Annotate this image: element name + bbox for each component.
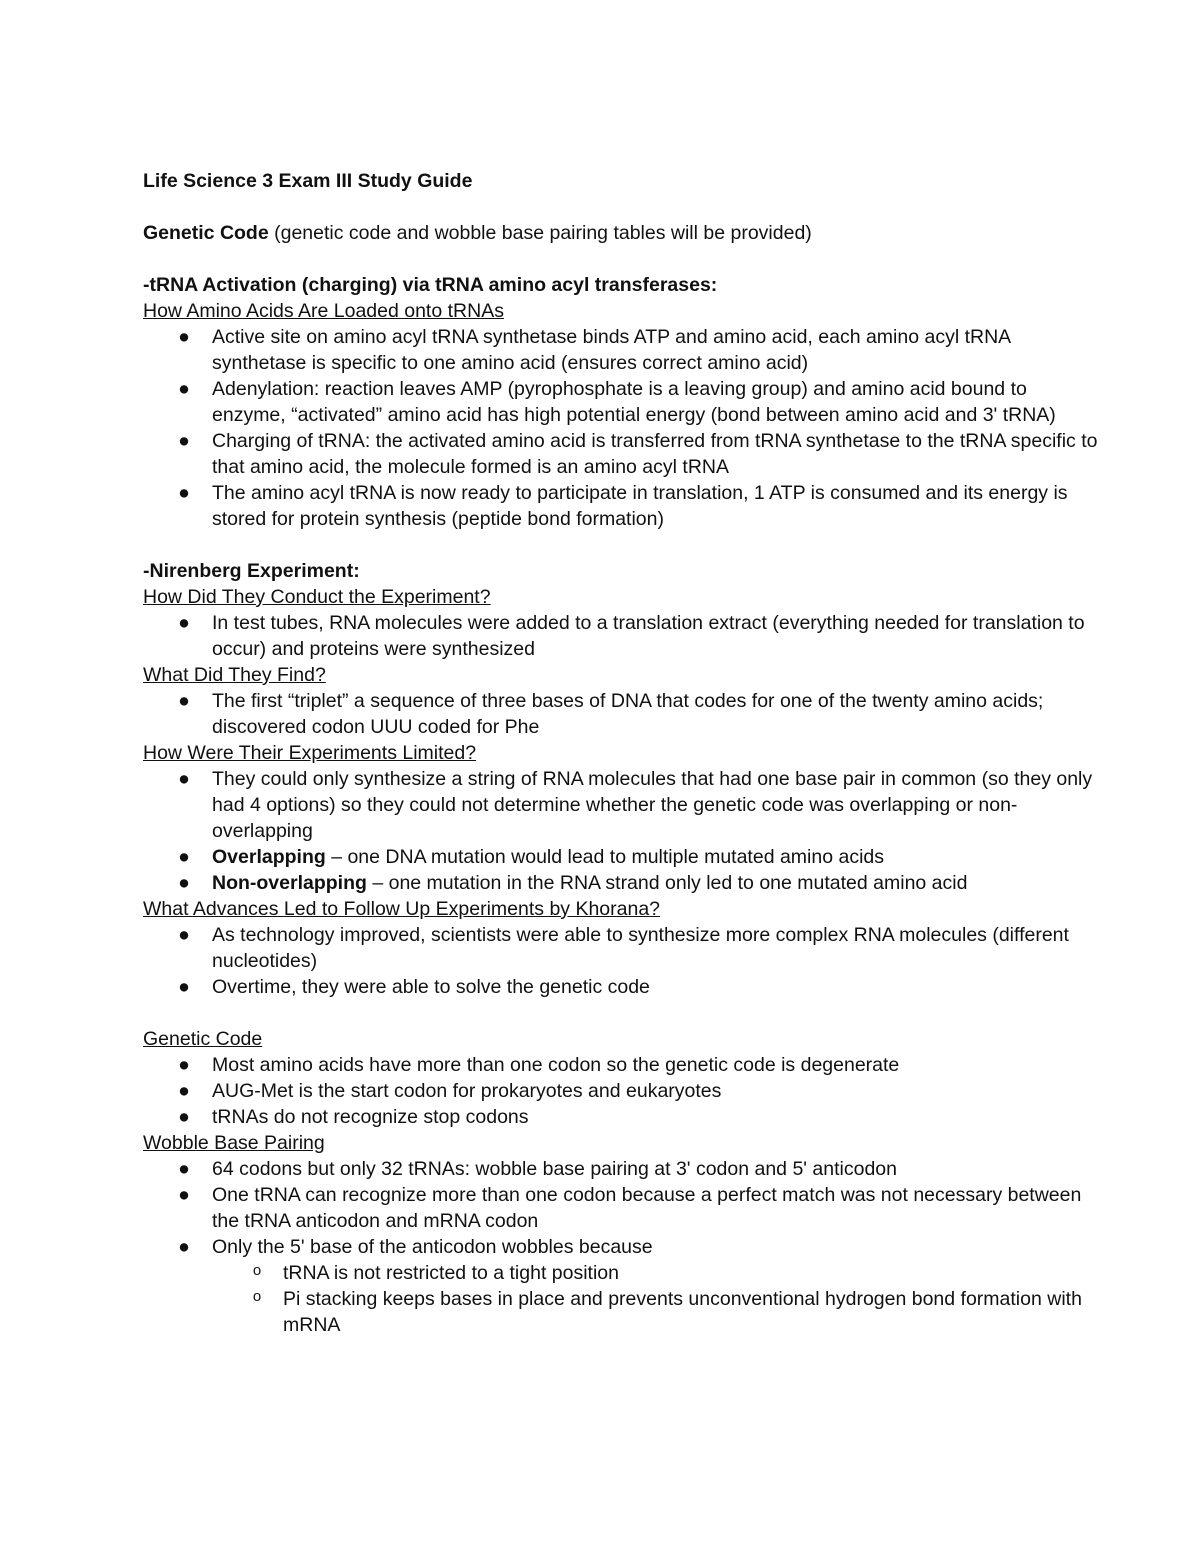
wobble-sublist <box>143 1260 1103 1338</box>
list-item <box>143 974 1103 1000</box>
nirenberg-q3-list <box>143 766 1103 896</box>
list-item-text: In test tubes, RNA molecules were added to a translation extract (everything needed for translation to occur) and proteins were synthesized <box>212 612 1085 660</box>
list-item-text: Charging of tRNA: the activated amino acid is transferred from tRNA synthetase to the tRNA specific to that amino acid, the molecule formed is an amino acyl tRNA <box>212 430 1098 478</box>
bullet-icon: ● <box>178 482 190 504</box>
list-item-text: Adenylation: reaction leaves AMP (pyrophosphate is a leaving group) and amino acid bound to enzyme, “activated” amino acid has high potential energy (bond between amino acid and 3' tRNA) <box>212 378 1056 426</box>
trna-loading-list <box>143 324 1103 532</box>
list-item <box>143 1052 1103 1078</box>
bullet-icon: ● <box>178 924 190 946</box>
list-item <box>143 1234 1103 1260</box>
bullet-icon: ● <box>178 1106 190 1128</box>
overlapping-term: Overlapping <box>212 846 326 868</box>
genetic-code-intro <box>143 220 1103 246</box>
spacer <box>143 532 1103 558</box>
spacer <box>143 1000 1103 1026</box>
sublist-item-text: Pi stacking keeps bases in place and prevents unconventional hydrogen bond formation with mRNA <box>283 1288 1082 1336</box>
bullet-icon: ● <box>178 1158 190 1180</box>
bullet-icon: ● <box>178 976 190 998</box>
list-item-text: 64 codons but only 32 tRNAs: wobble base pairing at 3' codon and 5' anticodon <box>212 1158 897 1180</box>
nirenberg-q4-list <box>143 922 1103 1000</box>
bullet-icon: ● <box>178 768 190 790</box>
genetic-code-list <box>143 1052 1103 1130</box>
nirenberg-q2: What Did They Find? <box>143 664 326 686</box>
overlapping-text: – one DNA mutation would lead to multiple mutated amino acids <box>325 846 885 868</box>
bullet-icon: ● <box>178 1184 190 1206</box>
spacer <box>143 246 1103 272</box>
list-item-text: Only the 5' base of the anticodon wobbles because <box>212 1236 653 1258</box>
trna-activation-heading: -tRNA Activation (charging) via tRNA amino acyl transferases: <box>143 274 718 296</box>
list-item <box>143 324 1103 376</box>
list-item <box>143 480 1103 532</box>
list-item <box>143 610 1103 662</box>
nonoverlapping-term: Non-overlapping <box>212 872 367 894</box>
list-item-text: One tRNA can recognize more than one codon because a perfect match was not necessary between the tRNA anticodon and mRNA codon <box>212 1184 1082 1232</box>
list-item-text: Active site on amino acyl tRNA synthetase binds ATP and amino acid, each amino acyl tRNA synthetase is specific to one amino acid (ensures correct amino acid) <box>212 326 1011 374</box>
genetic-code-heading: Genetic Code <box>143 1028 263 1050</box>
list-item-text: The first “triplet” a sequence of three bases of DNA that codes for one of the twenty amino acids; discovered codon UUU coded for Phe <box>212 690 1044 738</box>
list-item-text: Most amino acids have more than one codon so the genetic code is degenerate <box>212 1054 900 1076</box>
bullet-icon: ● <box>178 612 190 634</box>
trna-loading-subheading: How Amino Acids Are Loaded onto tRNAs <box>143 300 504 322</box>
list-item-text: As technology improved, scientists were able to synthesize more complex RNA molecules (different nucleotides) <box>212 924 1069 972</box>
wobble-list <box>143 1156 1103 1260</box>
list-item <box>143 688 1103 740</box>
bullet-icon: ● <box>178 1236 190 1258</box>
bullet-icon: ● <box>178 690 190 712</box>
list-item-text: tRNAs do not recognize stop codons <box>212 1106 529 1128</box>
spacer <box>143 194 1103 220</box>
list-item <box>143 376 1103 428</box>
bullet-icon: ● <box>178 378 190 400</box>
bullet-icon: ● <box>178 872 190 894</box>
bullet-icon: ● <box>178 1054 190 1076</box>
genetic-code-intro-label: Genetic Code <box>143 222 269 244</box>
list-item <box>143 428 1103 480</box>
bullet-icon: ● <box>178 846 190 868</box>
wobble-heading: Wobble Base Pairing <box>143 1132 325 1154</box>
bullet-icon: ● <box>178 1080 190 1102</box>
genetic-code-intro-text: (genetic code and wobble base pairing tables will be provided) <box>268 222 812 244</box>
hollow-bullet-icon: o <box>252 1262 262 1279</box>
hollow-bullet-icon: o <box>252 1288 262 1305</box>
list-item <box>143 844 1103 870</box>
nirenberg-heading: -Nirenberg Experiment: <box>143 560 360 582</box>
list-item <box>143 870 1103 896</box>
sublist-item <box>143 1286 1103 1338</box>
sublist-item <box>143 1260 1103 1286</box>
nirenberg-q3: How Were Their Experiments Limited? <box>143 742 477 764</box>
list-item <box>143 1104 1103 1130</box>
nonoverlapping-text: – one mutation in the RNA strand only led to one mutated amino acid <box>366 872 968 894</box>
nirenberg-q2-list <box>143 688 1103 740</box>
list-item-text: The amino acyl tRNA is now ready to participate in translation, 1 ATP is consumed and its energy is stored for protein synthesis (peptide bond formation) <box>212 482 1068 530</box>
nirenberg-q4: What Advances Led to Follow Up Experiments by Khorana? <box>143 898 661 920</box>
list-item <box>143 1078 1103 1104</box>
list-item <box>143 1156 1103 1182</box>
list-item-text: Overtime, they were able to solve the genetic code <box>212 976 650 998</box>
list-item-text: They could only synthesize a string of RNA molecules that had one base pair in common (so they only had 4 options) so they could not determine whether the genetic code was overlapping or non-overlapping <box>212 768 1093 842</box>
list-item <box>143 766 1103 844</box>
list-item <box>143 922 1103 974</box>
bullet-icon: ● <box>178 326 190 348</box>
document-page <box>143 168 1103 1338</box>
nirenberg-q1: How Did They Conduct the Experiment? <box>143 586 491 608</box>
sublist-item-text: tRNA is not restricted to a tight position <box>283 1262 619 1284</box>
list-item <box>143 1182 1103 1234</box>
bullet-icon: ● <box>178 430 190 452</box>
nirenberg-q1-list <box>143 610 1103 662</box>
document-title: Life Science 3 Exam III Study Guide <box>143 170 473 192</box>
list-item-text: AUG-Met is the start codon for prokaryotes and eukaryotes <box>212 1080 722 1102</box>
